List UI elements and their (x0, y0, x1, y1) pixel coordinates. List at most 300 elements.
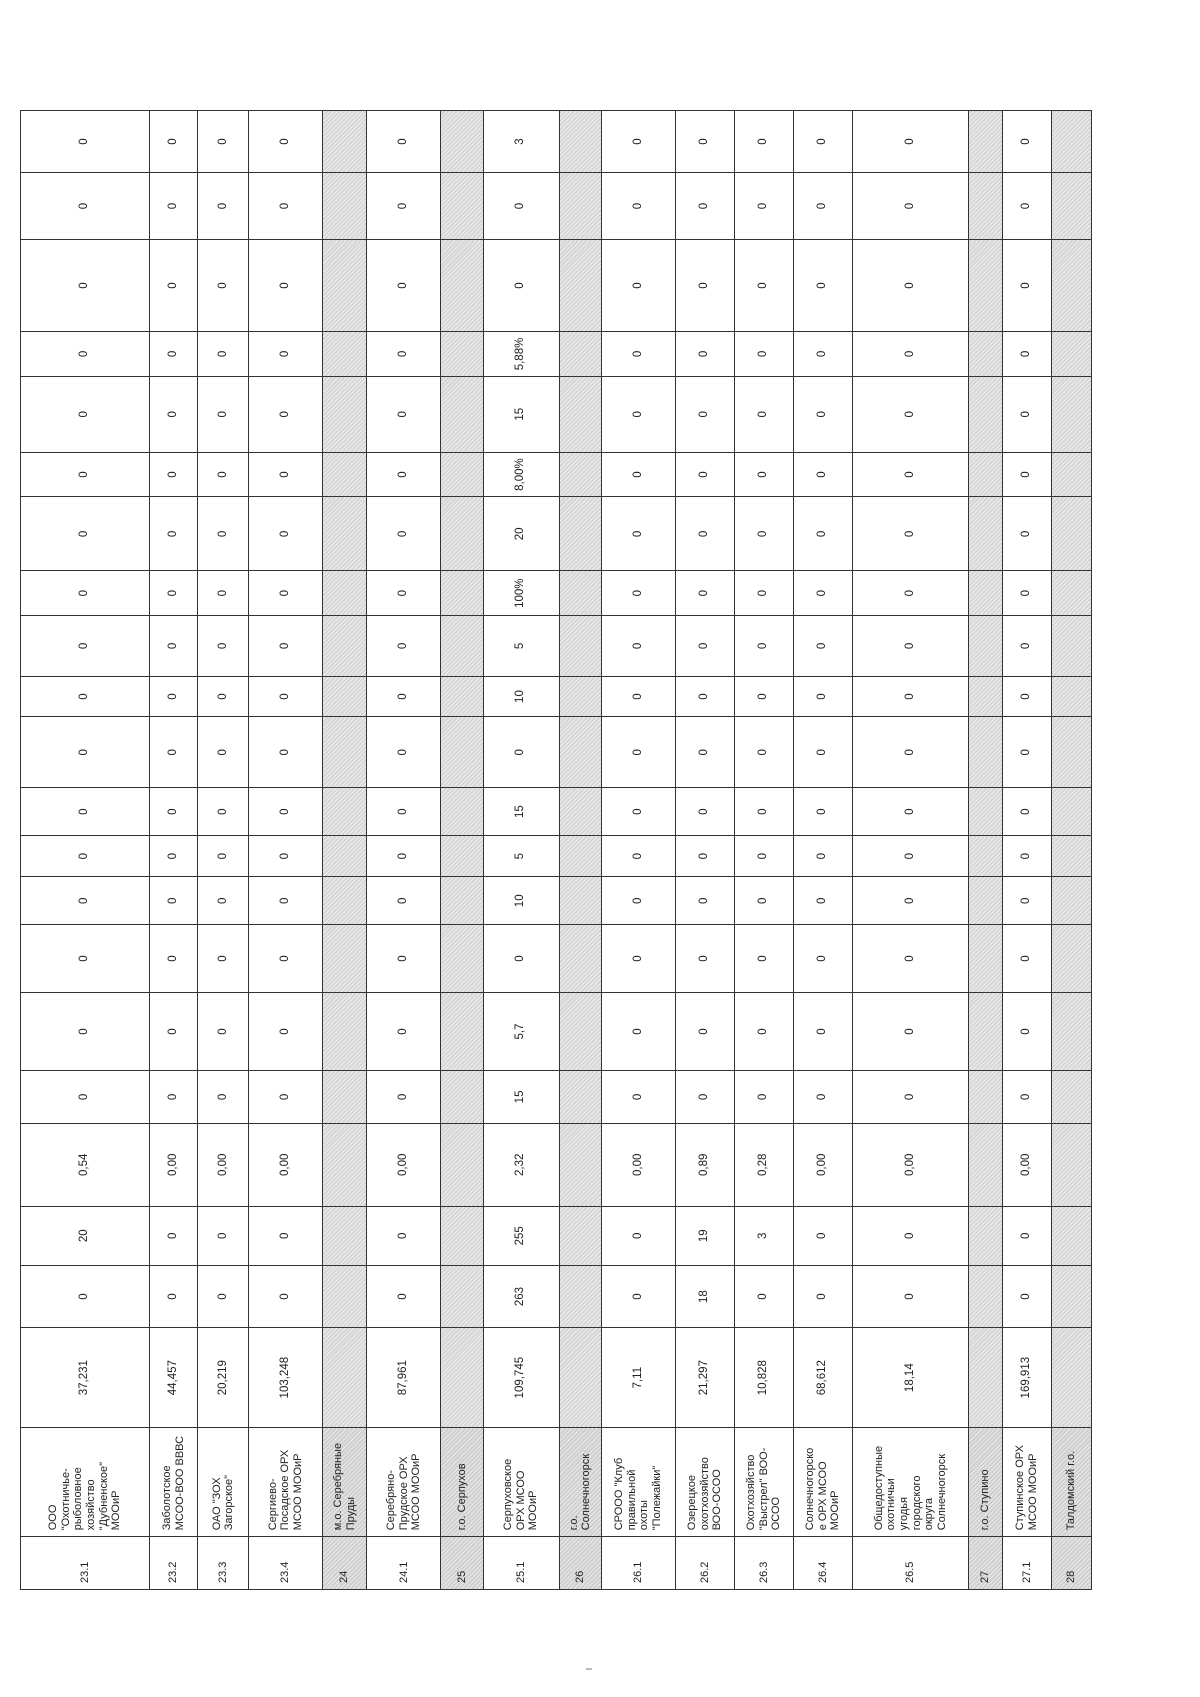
value-cell: 0 (21, 925, 150, 993)
value-cell (969, 111, 1003, 173)
value-cell (559, 376, 601, 452)
value-cell (441, 717, 483, 788)
row-number-cell: 26.5 (853, 1537, 969, 1590)
value-cell: 18 (675, 1265, 734, 1328)
value-cell (559, 877, 601, 925)
value-cell: 0 (198, 173, 249, 240)
row-name-cell (367, 1427, 441, 1536)
value-cell: 0 (198, 497, 249, 571)
value-cell (441, 571, 483, 616)
value-cell: 0 (1003, 497, 1052, 571)
value-cell: 103,248 (249, 1328, 323, 1427)
table-row (1051, 111, 1091, 1590)
value-cell: 0 (367, 452, 441, 497)
value-cell (559, 1206, 601, 1265)
value-cell: 0 (483, 925, 559, 993)
value-cell: 0 (601, 332, 675, 377)
value-cell: 0 (1003, 332, 1052, 377)
value-cell: 0 (1003, 717, 1052, 788)
row-name-line: ОСОО (770, 1496, 783, 1531)
table-row (198, 111, 249, 1590)
value-cell: 0 (675, 676, 734, 717)
table-row (323, 111, 367, 1590)
value-cell: 0 (734, 173, 793, 240)
row-name-cell (675, 1427, 734, 1536)
value-cell: 0 (249, 615, 323, 676)
value-cell (969, 993, 1003, 1071)
value-cell: 0 (367, 1206, 441, 1265)
value-cell: 0 (601, 376, 675, 452)
value-cell: 0 (734, 717, 793, 788)
value-cell (441, 1071, 483, 1124)
row-number-cell: 27 (969, 1537, 1003, 1590)
value-cell: 0 (853, 925, 969, 993)
value-cell: 0 (249, 835, 323, 877)
row-name-line: МООиР (527, 1490, 540, 1531)
value-cell (969, 615, 1003, 676)
value-cell: 0 (853, 452, 969, 497)
value-cell (969, 877, 1003, 925)
value-cell: 0 (483, 173, 559, 240)
value-cell: 0 (601, 835, 675, 877)
row-name-line: Серпуховское (502, 1458, 515, 1531)
value-cell: 0 (853, 173, 969, 240)
value-cell (441, 615, 483, 676)
value-cell (1051, 571, 1091, 616)
value-cell: 0 (794, 239, 853, 331)
value-cell: 0 (367, 717, 441, 788)
value-cell (441, 788, 483, 836)
value-cell: 0 (149, 332, 198, 377)
value-cell: 0 (198, 993, 249, 1071)
value-cell: 0 (675, 239, 734, 331)
value-cell: 0 (853, 497, 969, 571)
value-cell: 2,32 (483, 1123, 559, 1206)
value-cell: 15 (483, 788, 559, 836)
value-cell (1051, 788, 1091, 836)
value-cell (323, 571, 367, 616)
row-name-cell (323, 1427, 367, 1536)
value-cell (1051, 239, 1091, 331)
value-cell: 0 (853, 615, 969, 676)
value-cell: 0 (601, 877, 675, 925)
value-cell (1051, 993, 1091, 1071)
value-cell (559, 835, 601, 877)
value-cell: 0 (149, 1071, 198, 1124)
value-cell (969, 1265, 1003, 1328)
table-row (601, 111, 675, 1590)
value-cell: 0 (367, 111, 441, 173)
value-cell: 0 (149, 497, 198, 571)
value-cell: 0 (675, 925, 734, 993)
value-cell: 15 (483, 376, 559, 452)
value-cell: 0 (794, 717, 853, 788)
value-cell: 0 (21, 376, 150, 452)
value-cell (1051, 376, 1091, 452)
value-cell: 0 (198, 877, 249, 925)
value-cell: 0,89 (675, 1123, 734, 1206)
value-cell: 0 (734, 1071, 793, 1124)
row-name-line: МСОО МООиР (1026, 1453, 1039, 1531)
value-cell: 0,54 (21, 1123, 150, 1206)
rotated-table-wrapper (20, 110, 1092, 1590)
value-cell: 0 (149, 173, 198, 240)
value-cell: 0 (853, 835, 969, 877)
row-number-cell: 25.1 (483, 1537, 559, 1590)
row-number-cell: 26.1 (601, 1537, 675, 1590)
value-cell: 10 (483, 676, 559, 717)
value-cell: 0 (198, 1071, 249, 1124)
value-cell: 0 (1003, 835, 1052, 877)
row-name-cell (559, 1427, 601, 1536)
value-cell (1051, 173, 1091, 240)
scan-mark (586, 1668, 592, 1670)
table-row (21, 111, 150, 1590)
value-cell (559, 676, 601, 717)
value-cell: 0 (1003, 615, 1052, 676)
value-cell: 0 (198, 788, 249, 836)
value-cell: 0 (149, 571, 198, 616)
value-cell: 0 (853, 788, 969, 836)
value-cell: 0 (198, 1206, 249, 1265)
value-cell: 0 (734, 452, 793, 497)
value-cell: 0 (601, 173, 675, 240)
value-cell (323, 111, 367, 173)
value-cell: 0 (21, 1265, 150, 1328)
row-name-line: г.о. Ступино (979, 1469, 992, 1531)
value-cell: 0 (853, 1206, 969, 1265)
row-number-cell: 27.1 (1003, 1537, 1052, 1590)
value-cell (323, 376, 367, 452)
value-cell: 0 (675, 788, 734, 836)
value-cell (441, 497, 483, 571)
row-name-line: округа (923, 1497, 936, 1531)
value-cell: 169,913 (1003, 1328, 1052, 1427)
value-cell (559, 111, 601, 173)
value-cell: 0 (853, 1265, 969, 1328)
value-cell (969, 452, 1003, 497)
value-cell: 0 (249, 1071, 323, 1124)
row-name-line: хозяйство (84, 1479, 97, 1531)
value-cell: 0 (794, 571, 853, 616)
value-cell: 0 (367, 376, 441, 452)
value-cell: 0 (1003, 376, 1052, 452)
row-name-line: Солнечногорск (936, 1453, 949, 1531)
value-cell: 0 (249, 239, 323, 331)
value-cell: 0 (367, 835, 441, 877)
value-cell: 0 (794, 452, 853, 497)
value-cell: 0 (367, 925, 441, 993)
value-cell: 0 (853, 717, 969, 788)
value-cell: 0 (1003, 877, 1052, 925)
row-name-line: м.о. Серебряные (332, 1442, 345, 1531)
row-name-cell (734, 1427, 793, 1536)
row-name-line: Озерецкое (685, 1474, 698, 1531)
value-cell: 0 (249, 676, 323, 717)
value-cell: 0 (675, 332, 734, 377)
value-cell: 0 (734, 497, 793, 571)
row-number-cell: 24 (323, 1537, 367, 1590)
value-cell (323, 835, 367, 877)
value-cell: 0 (249, 1265, 323, 1328)
value-cell (969, 376, 1003, 452)
hunting-grounds-table (20, 110, 1092, 1590)
value-cell: 0 (249, 993, 323, 1071)
value-cell: 0 (734, 615, 793, 676)
value-cell: 0 (734, 788, 793, 836)
value-cell: 0 (794, 1265, 853, 1328)
row-name-line: МООиР (110, 1490, 123, 1531)
row-name-cell (1003, 1427, 1052, 1536)
value-cell: 0 (249, 571, 323, 616)
value-cell: 0 (149, 111, 198, 173)
value-cell (323, 717, 367, 788)
value-cell (559, 615, 601, 676)
value-cell: 0 (853, 877, 969, 925)
value-cell: 0 (198, 376, 249, 452)
table-body (21, 111, 1092, 1590)
row-name-line: "Дубненское" (97, 1461, 110, 1531)
value-cell: 0 (149, 925, 198, 993)
value-cell (969, 173, 1003, 240)
value-cell (441, 1123, 483, 1206)
value-cell: 0,00 (601, 1123, 675, 1206)
value-cell: 0 (483, 239, 559, 331)
value-cell (969, 925, 1003, 993)
value-cell: 0 (794, 173, 853, 240)
value-cell: 0 (198, 332, 249, 377)
table-row (483, 111, 559, 1590)
value-cell: 0 (149, 239, 198, 331)
value-cell: 0 (1003, 1206, 1052, 1265)
value-cell: 0 (483, 717, 559, 788)
row-name-line: "Выстрел" ВОО- (757, 1447, 770, 1531)
value-cell: 0,00 (198, 1123, 249, 1206)
value-cell: 0 (367, 173, 441, 240)
value-cell: 0 (794, 835, 853, 877)
value-cell: 0 (853, 332, 969, 377)
row-name-line: Заболотское (160, 1465, 173, 1531)
value-cell: 0,00 (367, 1123, 441, 1206)
value-cell: 87,961 (367, 1328, 441, 1427)
value-cell: 0 (367, 571, 441, 616)
value-cell: 5 (483, 835, 559, 877)
value-cell (441, 173, 483, 240)
value-cell: 0 (249, 111, 323, 173)
value-cell: 10 (483, 877, 559, 925)
row-name-line: Посадское ОРХ (279, 1449, 292, 1531)
value-cell (1051, 676, 1091, 717)
value-cell: 0 (1003, 173, 1052, 240)
value-cell: 0 (601, 717, 675, 788)
value-cell: 0,00 (794, 1123, 853, 1206)
value-cell: 0 (794, 1071, 853, 1124)
value-cell (969, 239, 1003, 331)
value-cell: 0 (21, 676, 150, 717)
value-cell: 0 (853, 676, 969, 717)
value-cell: 0 (794, 788, 853, 836)
row-name-line: МСОО МООиР (410, 1453, 423, 1531)
value-cell (1051, 925, 1091, 993)
value-cell (559, 173, 601, 240)
value-cell: 0 (1003, 1071, 1052, 1124)
row-name-line: ОАО "ЗОХ (210, 1477, 223, 1531)
value-cell: 0 (21, 835, 150, 877)
value-cell (559, 497, 601, 571)
value-cell (441, 239, 483, 331)
value-cell: 0,28 (734, 1123, 793, 1206)
value-cell: 0 (734, 571, 793, 616)
value-cell: 21,297 (675, 1328, 734, 1427)
value-cell: 0 (794, 376, 853, 452)
value-cell (323, 173, 367, 240)
value-cell: 0 (601, 239, 675, 331)
value-cell: 0 (149, 676, 198, 717)
value-cell (441, 835, 483, 877)
value-cell: 0 (367, 788, 441, 836)
table-row (559, 111, 601, 1590)
table-row (853, 111, 969, 1590)
value-cell (1051, 111, 1091, 173)
value-cell: 0 (21, 877, 150, 925)
row-name-cell (198, 1427, 249, 1536)
value-cell: 0 (601, 497, 675, 571)
value-cell: 5 (483, 615, 559, 676)
value-cell (323, 1206, 367, 1265)
value-cell (441, 1328, 483, 1427)
value-cell (323, 1265, 367, 1328)
value-cell: 3 (483, 111, 559, 173)
row-name-line: Солнечногорско (804, 1447, 817, 1531)
value-cell: 0 (198, 1265, 249, 1328)
value-cell: 0 (149, 717, 198, 788)
value-cell (559, 1123, 601, 1206)
value-cell: 0 (198, 239, 249, 331)
value-cell (969, 332, 1003, 377)
row-number-cell: 23.2 (149, 1537, 198, 1590)
value-cell: 0 (21, 615, 150, 676)
value-cell (323, 676, 367, 717)
row-name-line: МСОО-ВОО ВВВС (173, 1435, 186, 1531)
row-number-cell: 26 (559, 1537, 601, 1590)
value-cell: 0 (794, 925, 853, 993)
row-name-cell (483, 1427, 559, 1536)
value-cell (441, 111, 483, 173)
value-cell: 0 (734, 1265, 793, 1328)
value-cell (1051, 877, 1091, 925)
value-cell: 0 (198, 676, 249, 717)
value-cell (969, 1123, 1003, 1206)
value-cell: 0 (853, 239, 969, 331)
value-cell (1051, 717, 1091, 788)
value-cell: 255 (483, 1206, 559, 1265)
value-cell (441, 452, 483, 497)
value-cell: 0 (601, 676, 675, 717)
value-cell: 0 (601, 111, 675, 173)
row-name-line: Ступинское ОРХ (1014, 1445, 1027, 1531)
value-cell (323, 1123, 367, 1206)
value-cell: 0 (249, 332, 323, 377)
value-cell: 0 (734, 111, 793, 173)
value-cell (441, 676, 483, 717)
value-cell: 0 (149, 1265, 198, 1328)
value-cell (323, 993, 367, 1071)
value-cell: 109,745 (483, 1328, 559, 1427)
value-cell: 263 (483, 1265, 559, 1328)
value-cell: 0 (198, 717, 249, 788)
row-name-cell (1051, 1427, 1091, 1536)
value-cell: 20 (483, 497, 559, 571)
table-row (149, 111, 198, 1590)
value-cell (323, 239, 367, 331)
row-name-line: е ОРХ МСОО (816, 1461, 829, 1531)
value-cell: 0 (601, 788, 675, 836)
value-cell: 0 (853, 993, 969, 1071)
value-cell: 0 (21, 452, 150, 497)
value-cell: 0 (675, 173, 734, 240)
value-cell: 0 (1003, 571, 1052, 616)
value-cell: 15 (483, 1071, 559, 1124)
row-name-cell (853, 1427, 969, 1536)
value-cell: 0 (367, 615, 441, 676)
row-number-cell: 25 (441, 1537, 483, 1590)
value-cell (323, 497, 367, 571)
value-cell: 0 (794, 332, 853, 377)
value-cell: 0 (21, 788, 150, 836)
value-cell: 0 (794, 993, 853, 1071)
value-cell: 0 (367, 676, 441, 717)
value-cell (441, 1265, 483, 1328)
row-name-line: Общедоступные (872, 1445, 885, 1531)
value-cell: 0 (853, 376, 969, 452)
row-name-line: охоты (638, 1500, 651, 1531)
value-cell: 0 (1003, 993, 1052, 1071)
value-cell: 0 (198, 571, 249, 616)
value-cell (969, 1071, 1003, 1124)
row-number-cell: 26.4 (794, 1537, 853, 1590)
value-cell: 0 (149, 993, 198, 1071)
row-name-line: СРООО "Клуб (613, 1457, 625, 1531)
value-cell: 5,88% (483, 332, 559, 377)
value-cell: 0 (675, 717, 734, 788)
value-cell (441, 1206, 483, 1265)
value-cell (441, 925, 483, 993)
row-name-cell (794, 1427, 853, 1536)
value-cell: 0 (1003, 239, 1052, 331)
value-cell: 0 (149, 877, 198, 925)
value-cell (1051, 452, 1091, 497)
value-cell (1051, 835, 1091, 877)
value-cell: 0,00 (1003, 1123, 1052, 1206)
row-name-line: Солнечногорск (580, 1453, 593, 1531)
row-name-line: МООиР (829, 1490, 842, 1531)
value-cell: 0 (367, 497, 441, 571)
value-cell (323, 452, 367, 497)
row-name-line: "Охотничье- (59, 1468, 72, 1531)
value-cell: 0 (675, 111, 734, 173)
row-name-line: г.о. (567, 1515, 580, 1531)
table-row (249, 111, 323, 1590)
table-row (441, 111, 483, 1590)
value-cell: 0 (794, 1206, 853, 1265)
value-cell: 68,612 (794, 1328, 853, 1427)
value-cell: 0,00 (249, 1123, 323, 1206)
value-cell: 0 (675, 497, 734, 571)
value-cell: 0 (601, 1265, 675, 1328)
value-cell: 0 (1003, 788, 1052, 836)
value-cell: 0 (853, 571, 969, 616)
value-cell: 0 (601, 615, 675, 676)
